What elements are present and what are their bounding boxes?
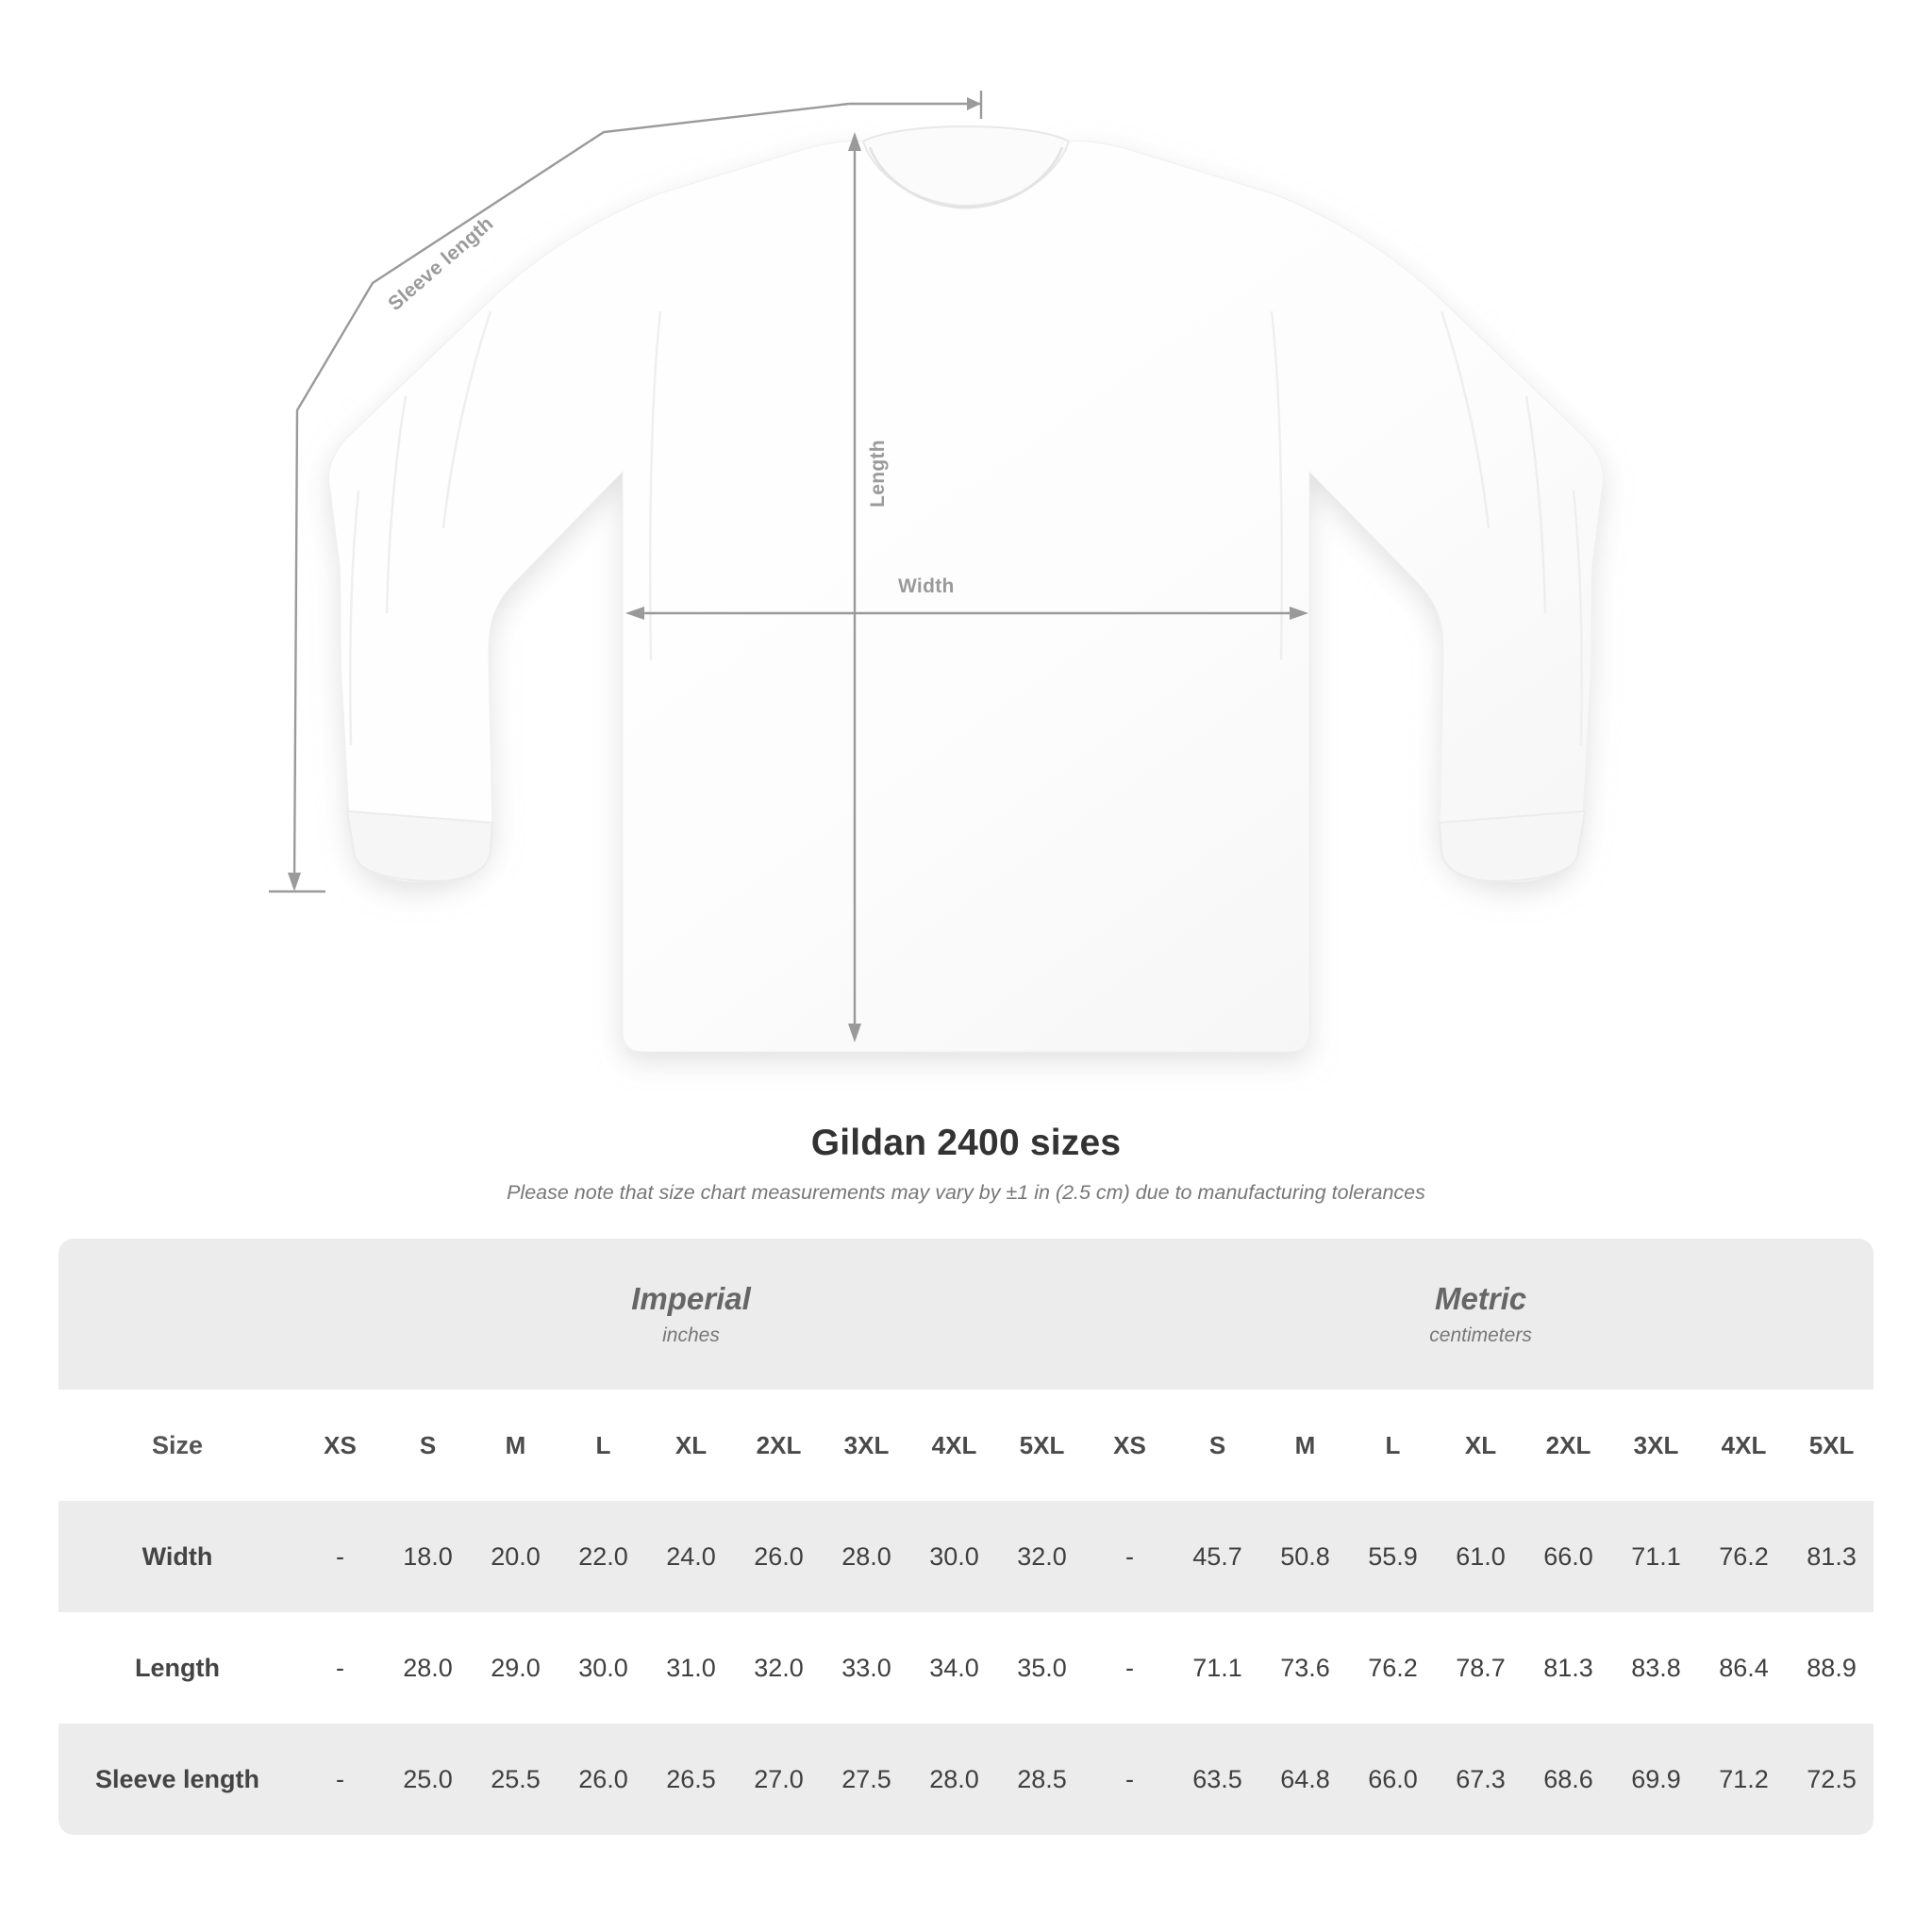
cell-width-imperial-m: 20.0: [472, 1501, 559, 1612]
size-header-metric-m: M: [1261, 1390, 1349, 1501]
cell-width-metric-xl: 61.0: [1437, 1501, 1524, 1612]
size-header-imperial-4xl: 4XL: [910, 1390, 998, 1501]
cell-sleeve-imperial-xs: -: [296, 1724, 384, 1835]
cell-sleeve-metric-4xl: 71.2: [1700, 1724, 1788, 1835]
cell-length-metric-4xl: 86.4: [1700, 1612, 1788, 1724]
cell-sleeve-metric-5xl: 72.5: [1788, 1724, 1874, 1835]
row-label-length: Length: [58, 1612, 296, 1724]
cell-sleeve-imperial-l: 26.0: [559, 1724, 647, 1835]
sleeve-length-dimension-label: Sleeve length: [384, 212, 498, 315]
cell-width-imperial-l: 22.0: [559, 1501, 647, 1612]
size-header-imperial-m: M: [472, 1390, 559, 1501]
cell-length-metric-2xl: 81.3: [1524, 1612, 1612, 1724]
width-dimension-label: Width: [898, 575, 955, 597]
size-header-metric-s: S: [1174, 1390, 1261, 1501]
size-header-metric-xs: XS: [1086, 1390, 1174, 1501]
table-row: [58, 1724, 1874, 1835]
size-header-imperial-s: S: [384, 1390, 472, 1501]
size-header-metric-3xl: 3XL: [1612, 1390, 1700, 1501]
unit-sub-metric: centimeters: [1429, 1324, 1532, 1346]
size-header-imperial-l: L: [559, 1390, 647, 1501]
cell-length-metric-xs: -: [1086, 1612, 1174, 1724]
cell-width-imperial-xs: -: [296, 1501, 384, 1612]
cell-width-imperial-xl: 24.0: [647, 1501, 735, 1612]
cell-length-imperial-xs: -: [296, 1612, 384, 1724]
cell-width-metric-s: 45.7: [1174, 1501, 1261, 1612]
table-row: [58, 1501, 1874, 1612]
cell-sleeve-metric-l: 66.0: [1349, 1724, 1437, 1835]
cell-sleeve-imperial-s: 25.0: [384, 1724, 472, 1835]
cell-length-metric-3xl: 83.8: [1612, 1612, 1700, 1724]
size-header-imperial-2xl: 2XL: [735, 1390, 823, 1501]
row-label-width: Width: [58, 1501, 296, 1612]
cell-width-metric-2xl: 66.0: [1524, 1501, 1612, 1612]
cell-width-metric-m: 50.8: [1261, 1501, 1349, 1612]
cell-width-imperial-3xl: 28.0: [823, 1501, 910, 1612]
size-header-imperial-xs: XS: [296, 1390, 384, 1501]
cell-width-imperial-2xl: 26.0: [735, 1501, 823, 1612]
cell-sleeve-metric-3xl: 69.9: [1612, 1724, 1700, 1835]
cell-length-imperial-l: 30.0: [559, 1612, 647, 1724]
size-header-row: [58, 1390, 1874, 1501]
cell-width-metric-xs: -: [1086, 1501, 1174, 1612]
chart-subtitle: Please note that size chart measurements may vary by ±1 in (2.5 cm) due to manufacturing tolerances: [507, 1181, 1425, 1204]
cell-sleeve-metric-m: 64.8: [1261, 1724, 1349, 1835]
size-header-imperial-3xl: 3XL: [823, 1390, 910, 1501]
cell-length-metric-m: 73.6: [1261, 1612, 1349, 1724]
size-header-metric-4xl: 4XL: [1700, 1390, 1788, 1501]
cell-length-metric-5xl: 88.9: [1788, 1612, 1874, 1724]
cell-width-metric-5xl: 81.3: [1788, 1501, 1874, 1612]
cell-sleeve-metric-xs: -: [1086, 1724, 1174, 1835]
cell-length-imperial-4xl: 34.0: [910, 1612, 998, 1724]
cell-width-metric-4xl: 76.2: [1700, 1501, 1788, 1612]
size-chart-table: [58, 1239, 1874, 1835]
size-header-metric-2xl: 2XL: [1524, 1390, 1612, 1501]
chart-title: Gildan 2400 sizes: [810, 1123, 1122, 1163]
unit-name-imperial: Imperial: [631, 1281, 751, 1317]
unit-header-imperial: [296, 1239, 1086, 1390]
cell-length-imperial-m: 29.0: [472, 1612, 559, 1724]
size-header-imperial-xl: XL: [647, 1390, 735, 1501]
cell-sleeve-imperial-2xl: 27.0: [735, 1724, 823, 1835]
cell-sleeve-metric-xl: 67.3: [1437, 1724, 1524, 1835]
cell-length-imperial-5xl: 35.0: [998, 1612, 1086, 1724]
unit-name-metric: Metric: [1434, 1281, 1527, 1317]
size-header-metric-xl: XL: [1437, 1390, 1524, 1501]
size-header-metric-5xl: 5XL: [1788, 1390, 1874, 1501]
shirt-body: [328, 142, 1603, 1053]
unit-header-spacer: [58, 1239, 296, 1390]
unit-sub-imperial: inches: [662, 1324, 720, 1346]
cell-length-metric-xl: 78.7: [1437, 1612, 1524, 1724]
cell-sleeve-imperial-xl: 26.5: [647, 1724, 735, 1835]
cell-width-metric-3xl: 71.1: [1612, 1501, 1700, 1612]
size-header-metric-l: L: [1349, 1390, 1437, 1501]
cell-sleeve-imperial-3xl: 27.5: [823, 1724, 910, 1835]
cell-sleeve-imperial-m: 25.5: [472, 1724, 559, 1835]
length-dimension-label: Length: [866, 440, 889, 508]
unit-header-row: [58, 1239, 1874, 1390]
cell-width-imperial-4xl: 30.0: [910, 1501, 998, 1612]
cell-length-metric-s: 71.1: [1174, 1612, 1261, 1724]
cell-sleeve-imperial-5xl: 28.5: [998, 1724, 1086, 1835]
cell-length-metric-l: 76.2: [1349, 1612, 1437, 1724]
row-label-sleeve-length: Sleeve length: [58, 1724, 296, 1835]
size-chart-table-wrapper: [58, 1239, 1874, 1835]
cell-width-metric-l: 55.9: [1349, 1501, 1437, 1612]
cell-length-imperial-3xl: 33.0: [823, 1612, 910, 1724]
cell-length-imperial-2xl: 32.0: [735, 1612, 823, 1724]
cell-length-imperial-s: 28.0: [384, 1612, 472, 1724]
cell-sleeve-metric-2xl: 68.6: [1524, 1724, 1612, 1835]
cell-sleeve-imperial-4xl: 28.0: [910, 1724, 998, 1835]
cell-sleeve-metric-s: 63.5: [1174, 1724, 1261, 1835]
size-header-label: Size: [58, 1390, 296, 1501]
size-header-imperial-5xl: 5XL: [998, 1390, 1086, 1501]
table-row: [58, 1612, 1874, 1724]
unit-header-metric: [1086, 1239, 1874, 1390]
title-block: [0, 1123, 1932, 1205]
cell-width-imperial-s: 18.0: [384, 1501, 472, 1612]
cell-width-imperial-5xl: 32.0: [998, 1501, 1086, 1612]
cell-length-imperial-xl: 31.0: [647, 1612, 735, 1724]
